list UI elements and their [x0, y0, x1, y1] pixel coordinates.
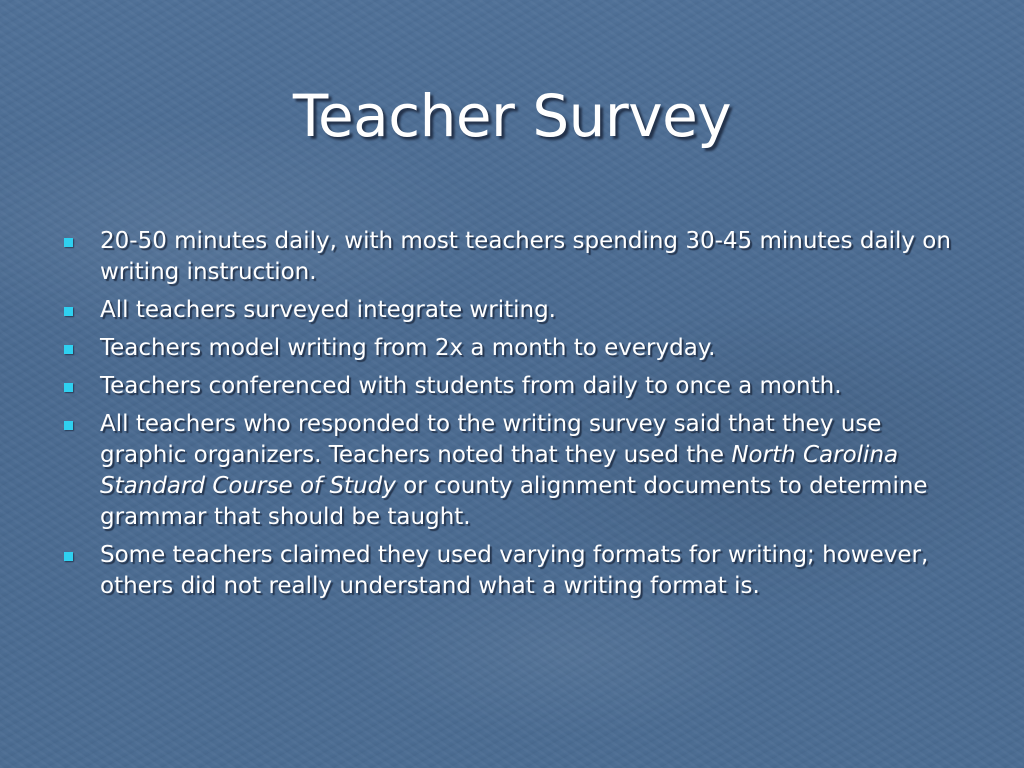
bullet-text-before: All teachers who responded to the writing survey said that they use graphic organizers. Teachers noted that they used the [100, 411, 882, 468]
square-bullet-icon [64, 238, 73, 247]
square-bullet-icon [64, 345, 73, 354]
square-bullet-icon [64, 307, 73, 316]
bullet-item [62, 295, 962, 326]
bullet-text: Teachers conferenced with students from daily to once a month. [100, 373, 842, 399]
bullet-item [62, 409, 962, 533]
square-bullet-icon [64, 421, 73, 430]
bullet-item [62, 540, 962, 602]
bullet-item [62, 226, 962, 288]
bullet-text: Some teachers claimed they used varying formats for writing; however, others did not really understand what a writing format is. [100, 542, 929, 599]
bullet-text: All teachers surveyed integrate writing. [100, 297, 556, 323]
bullet-text: 20-50 minutes daily, with most teachers spending 30-45 minutes daily on writing instruction. [100, 228, 951, 285]
bullet-item [62, 371, 962, 402]
bullet-list [62, 226, 962, 609]
bullet-text-after: or county alignment documents to determine grammar that should be taught. [100, 473, 928, 530]
slide-title: Teacher Survey [292, 82, 732, 150]
bullet-text-emphasis: North Carolina Standard Course of Study [100, 442, 899, 499]
square-bullet-icon [64, 383, 73, 392]
bullet-item [62, 333, 962, 364]
square-bullet-icon [64, 552, 73, 561]
bullet-text: Teachers model writing from 2x a month to everyday. [100, 335, 716, 361]
